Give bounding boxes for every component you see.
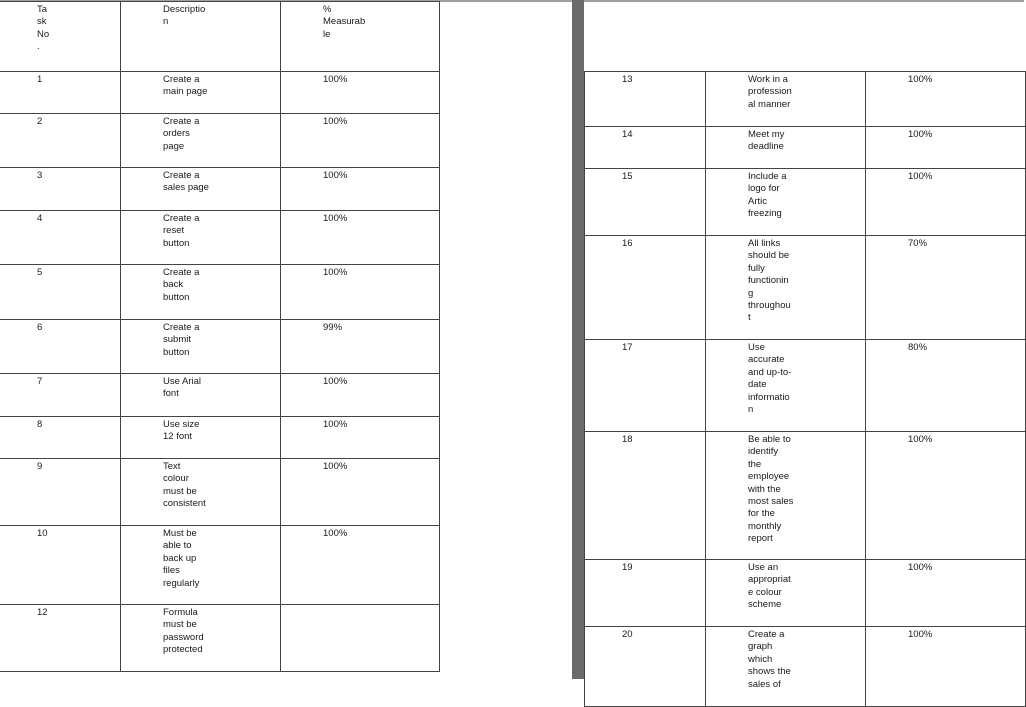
measurable-cell: 100% bbox=[281, 114, 440, 168]
header-measurable: % Measurab le bbox=[281, 2, 440, 72]
task-no-cell: 4 bbox=[0, 211, 121, 265]
table-row bbox=[0, 320, 440, 374]
header-description: Descriptio n bbox=[121, 2, 281, 72]
description-cell: Create a graph which shows the sales of bbox=[706, 627, 866, 707]
measurable-cell: 100% bbox=[866, 169, 1026, 236]
page-gutter bbox=[572, 0, 584, 679]
task-no-cell: 12 bbox=[0, 605, 121, 672]
description-cell: All links should be fully functionin g throughou t bbox=[706, 236, 866, 340]
task-no-cell: 16 bbox=[585, 236, 706, 340]
description-cell: Use accurate and up-to- date informatio n bbox=[706, 340, 866, 432]
description-cell: Text colour must be consistent bbox=[121, 459, 281, 526]
table-row bbox=[0, 211, 440, 265]
measurable-cell: 99% bbox=[281, 320, 440, 374]
description-cell: Work in a profession al manner bbox=[706, 72, 866, 127]
measurable-cell: 100% bbox=[281, 211, 440, 265]
description-cell: Meet my deadline bbox=[706, 127, 866, 169]
description-cell: Create a sales page bbox=[121, 168, 281, 211]
task-no-cell: 8 bbox=[0, 417, 121, 459]
table-row bbox=[585, 340, 1026, 432]
measurable-cell bbox=[281, 605, 440, 672]
measurable-cell: 100% bbox=[281, 374, 440, 417]
measurable-cell: 100% bbox=[866, 72, 1026, 127]
task-no-cell: 15 bbox=[585, 169, 706, 236]
task-no-cell: 6 bbox=[0, 320, 121, 374]
table-row bbox=[0, 72, 440, 114]
task-no-cell: 14 bbox=[585, 127, 706, 169]
description-cell: Create a submit button bbox=[121, 320, 281, 374]
table-row bbox=[0, 605, 440, 672]
task-table-left bbox=[0, 1, 440, 672]
table-row bbox=[585, 432, 1026, 560]
measurable-cell: 100% bbox=[866, 627, 1026, 707]
task-no-cell: 13 bbox=[585, 72, 706, 127]
measurable-cell: 100% bbox=[281, 459, 440, 526]
task-no-cell: 10 bbox=[0, 526, 121, 605]
table-row bbox=[0, 417, 440, 459]
description-cell: Create a reset button bbox=[121, 211, 281, 265]
table-row bbox=[585, 236, 1026, 340]
task-no-cell: 5 bbox=[0, 265, 121, 320]
table-row bbox=[0, 459, 440, 526]
task-no-cell: 9 bbox=[0, 459, 121, 526]
description-cell: Use an appropriat e colour scheme bbox=[706, 560, 866, 627]
description-cell: Must be able to back up files regularly bbox=[121, 526, 281, 605]
table-row bbox=[0, 526, 440, 605]
measurable-cell: 100% bbox=[866, 432, 1026, 560]
document-page-left bbox=[0, 2, 572, 679]
measurable-cell: 100% bbox=[281, 526, 440, 605]
description-cell: Use size 12 font bbox=[121, 417, 281, 459]
table-row bbox=[585, 169, 1026, 236]
description-cell: Include a logo for Artic freezing bbox=[706, 169, 866, 236]
task-no-cell: 17 bbox=[585, 340, 706, 432]
table-row bbox=[585, 627, 1026, 707]
header-task-no: Ta sk No . bbox=[0, 2, 121, 72]
measurable-cell: 100% bbox=[281, 417, 440, 459]
measurable-cell: 100% bbox=[281, 265, 440, 320]
description-cell: Create a main page bbox=[121, 72, 281, 114]
measurable-cell: 100% bbox=[281, 72, 440, 114]
table-row bbox=[585, 72, 1026, 127]
table-header-row bbox=[0, 2, 440, 72]
task-no-cell: 20 bbox=[585, 627, 706, 707]
measurable-cell: 70% bbox=[866, 236, 1026, 340]
table-row bbox=[0, 265, 440, 320]
task-no-cell: 18 bbox=[585, 432, 706, 560]
task-no-cell: 19 bbox=[585, 560, 706, 627]
task-table-right bbox=[584, 71, 1026, 707]
description-cell: Formula must be password protected bbox=[121, 605, 281, 672]
table-row bbox=[0, 114, 440, 168]
measurable-cell: 80% bbox=[866, 340, 1026, 432]
description-cell: Create a orders page bbox=[121, 114, 281, 168]
table-row bbox=[0, 374, 440, 417]
task-no-cell: 2 bbox=[0, 114, 121, 168]
table-row bbox=[585, 560, 1026, 627]
measurable-cell: 100% bbox=[866, 560, 1026, 627]
task-no-cell: 7 bbox=[0, 374, 121, 417]
measurable-cell: 100% bbox=[866, 127, 1026, 169]
table-row bbox=[0, 168, 440, 211]
document-page-right bbox=[584, 2, 1024, 690]
description-cell: Be able to identify the employee with the most sales for the monthly report bbox=[706, 432, 866, 560]
description-cell: Create a back button bbox=[121, 265, 281, 320]
description-cell: Use Arial font bbox=[121, 374, 281, 417]
measurable-cell: 100% bbox=[281, 168, 440, 211]
table-row bbox=[585, 127, 1026, 169]
task-no-cell: 3 bbox=[0, 168, 121, 211]
task-no-cell: 1 bbox=[0, 72, 121, 114]
